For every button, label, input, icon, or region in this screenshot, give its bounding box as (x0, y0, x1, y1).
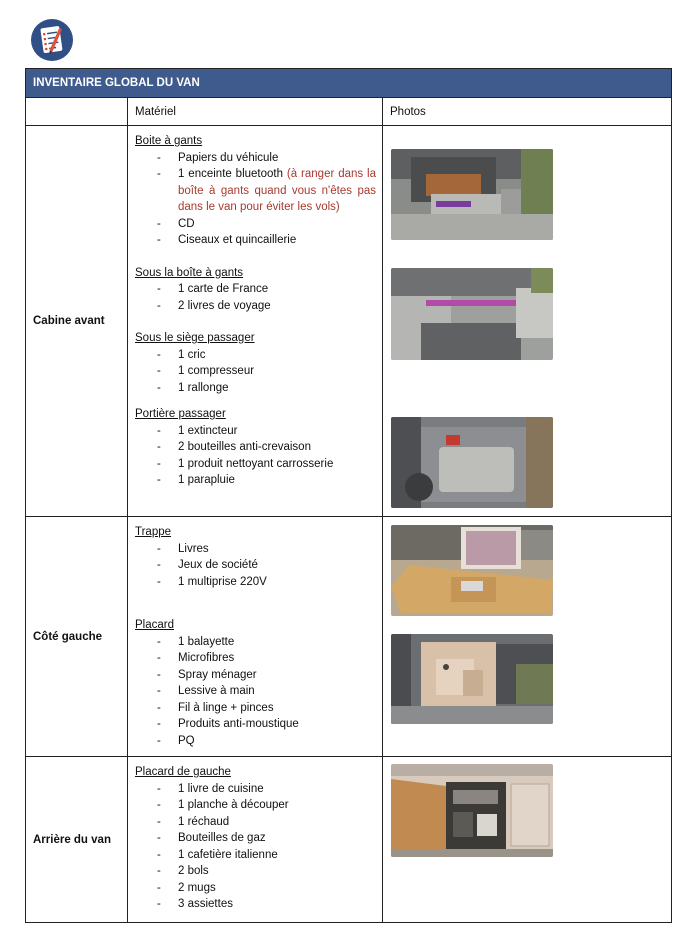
section-row-cabine-avant (26, 126, 672, 517)
list-item: - Lessive à main (157, 685, 255, 697)
header-empty (26, 98, 128, 126)
material-cell (128, 517, 383, 757)
list-item: - 2 bouteilles anti-crevaison (157, 441, 311, 453)
list-item: - PQ (157, 734, 195, 747)
group-title: Sous la boîte à gants (135, 266, 244, 279)
checklist-logo-icon (29, 17, 75, 63)
group-title: Sous le siège passager (135, 332, 255, 344)
list-item: - 1 livre de cuisine (157, 782, 264, 795)
list-item: - 2 mugs (157, 881, 216, 894)
list-item: - Microfibres (157, 652, 235, 664)
list-item: - Produits anti-moustique (157, 718, 299, 730)
group-portiere (135, 406, 376, 489)
section-row-cote-gauche (26, 517, 672, 757)
group-title: Placard (135, 619, 174, 631)
group-trappe (135, 524, 376, 590)
list-item: - Papiers du véhicule (157, 151, 279, 164)
photo-glovebox (391, 149, 553, 240)
table-title: INVENTAIRE GLOBAL DU VAN (26, 69, 672, 98)
list-item: - 1 planche à découper (157, 799, 289, 811)
photos-cell (383, 126, 672, 517)
list-item: - 1 cric (157, 348, 206, 361)
photo-trapdoor (391, 525, 553, 616)
list-item: - 1 extincteur (157, 424, 238, 437)
group-title: Portière passager (135, 408, 226, 420)
group-title: Trappe (135, 526, 172, 538)
list-item: - 1 parapluie (157, 474, 235, 486)
list-item: - 3 assiettes (157, 898, 233, 910)
material-cell (128, 126, 383, 517)
list-item: - Bouteilles de gaz (157, 832, 266, 844)
list-item: - 1 produit nettoyant carrosserie (157, 457, 334, 470)
group-sous-siege (135, 330, 376, 396)
group-title: Boite à gants (135, 135, 203, 147)
list-item: - 1 rallonge (157, 381, 229, 394)
section-row-arriere (26, 757, 672, 923)
photo-cupboard (391, 634, 553, 724)
list-item: - 1 balayette (157, 635, 235, 648)
group-placard (135, 617, 376, 749)
photos-cell (383, 517, 672, 757)
list-item: - Ciseaux et quincaillerie (157, 234, 297, 246)
list-item: - 2 bols (157, 865, 209, 877)
section-label: Côté gauche (26, 517, 128, 757)
group-sous-boite (135, 265, 376, 315)
list-item: - 1 réchaud (157, 815, 230, 828)
list-item: - 2 livres de voyage (157, 299, 271, 312)
material-cell (128, 757, 383, 923)
list-item: - Fil à linge + pinces (157, 701, 274, 714)
section-label: Cabine avant (26, 126, 128, 517)
group-placard-gauche (135, 764, 376, 913)
list-item: - Livres (157, 542, 209, 555)
note-text: (à ranger dans la boîte à gants quand vous n'êtes pas dans le van pour éviter les vols) (178, 168, 376, 213)
list-item: - 1 compresseur (157, 365, 255, 377)
photo-under-glovebox (391, 268, 553, 360)
photos-cell (383, 757, 672, 923)
group-boite-a-gants (135, 133, 376, 249)
list-item: - 1 enceinte bluetooth (à ranger dans la boîte à gants quand vous n'êtes pas dans le van pour éviter les vols) (157, 168, 376, 213)
header-photos: Photos (383, 98, 672, 126)
photo-passenger-door (391, 417, 553, 508)
list-item: - 1 cafetière italienne (157, 848, 278, 861)
list-item: - 1 carte de France (157, 283, 269, 295)
group-title: Placard de gauche (135, 766, 231, 778)
list-item: - CD (157, 217, 195, 230)
section-label: Arrière du van (26, 757, 128, 923)
list-item: - Spray ménager (157, 668, 257, 681)
inventory-table (25, 68, 672, 923)
list-item: - Jeux de société (157, 559, 258, 571)
list-item: - 1 multiprise 220V (157, 575, 267, 588)
photo-left-cupboard (391, 764, 553, 857)
header-material: Matériel (128, 98, 383, 126)
